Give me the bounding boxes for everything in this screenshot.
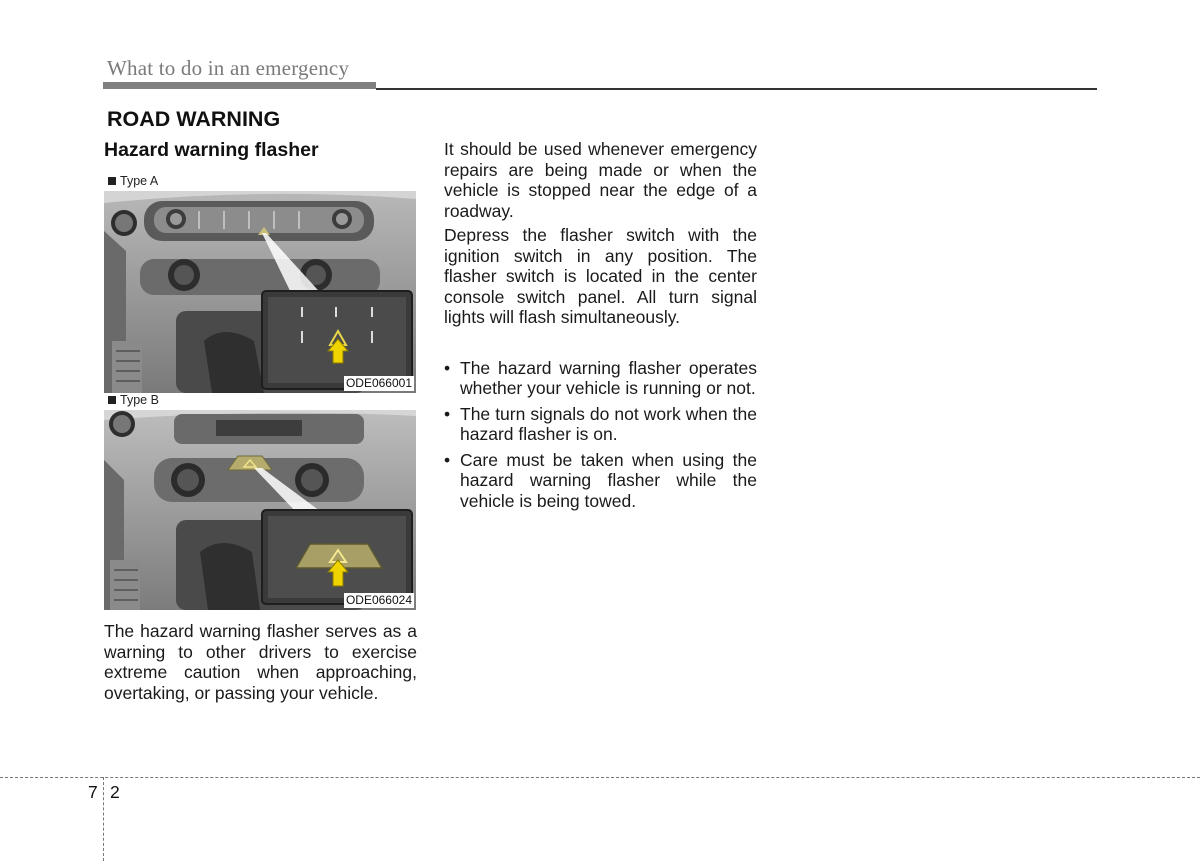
dashboard-b-drawing	[104, 410, 416, 610]
dashboard-a-drawing	[104, 191, 416, 393]
header-rule-thick	[103, 82, 376, 89]
list-item: • The hazard warning flasher operates whether your vehicle is running or not.	[444, 358, 757, 399]
running-head-title: What to do in an emergency	[107, 56, 350, 80]
header-rule-thin	[376, 88, 1097, 90]
intro-paragraph: The hazard warning flasher serves as a warning to other drivers to exercise extreme caution when approaching, overtaking, or passing your vehicle.	[104, 621, 417, 703]
subsection-title: Hazard warning flasher	[104, 139, 319, 161]
figure-b-label: Type B	[108, 393, 159, 407]
list-item: • Care must be taken when using the hazard warning flasher while the vehicle is being towed.	[444, 450, 757, 512]
figure-a-code: ODE066001	[345, 376, 412, 390]
list-item: • The turn signals do not work when the hazard flasher is on.	[444, 404, 757, 445]
section-title: ROAD WARNING	[107, 107, 281, 131]
chapter-number: 7	[88, 782, 98, 802]
operation-paragraph: Depress the flasher switch with the ignition switch in any position. The flasher switch is located in the center console switch panel. All turn signal lights will flash simultaneously.	[444, 225, 757, 327]
footer-divider	[103, 777, 104, 861]
figure-a-label: Type A	[108, 174, 158, 188]
figure-b-code: ODE066024	[345, 593, 412, 607]
figure-b-dashboard-illustration	[104, 410, 416, 610]
footer-rule	[0, 777, 1200, 778]
right-column	[444, 139, 757, 516]
square-bullet-icon	[108, 177, 116, 185]
page-number: 2	[110, 782, 120, 802]
usage-paragraph: It should be used whenever emergency repairs are being made or when the vehicle is stopped near the edge of a roadway.	[444, 139, 757, 221]
square-bullet-icon	[108, 396, 116, 404]
notes-list	[444, 358, 757, 512]
figure-a-dashboard-illustration	[104, 191, 416, 393]
